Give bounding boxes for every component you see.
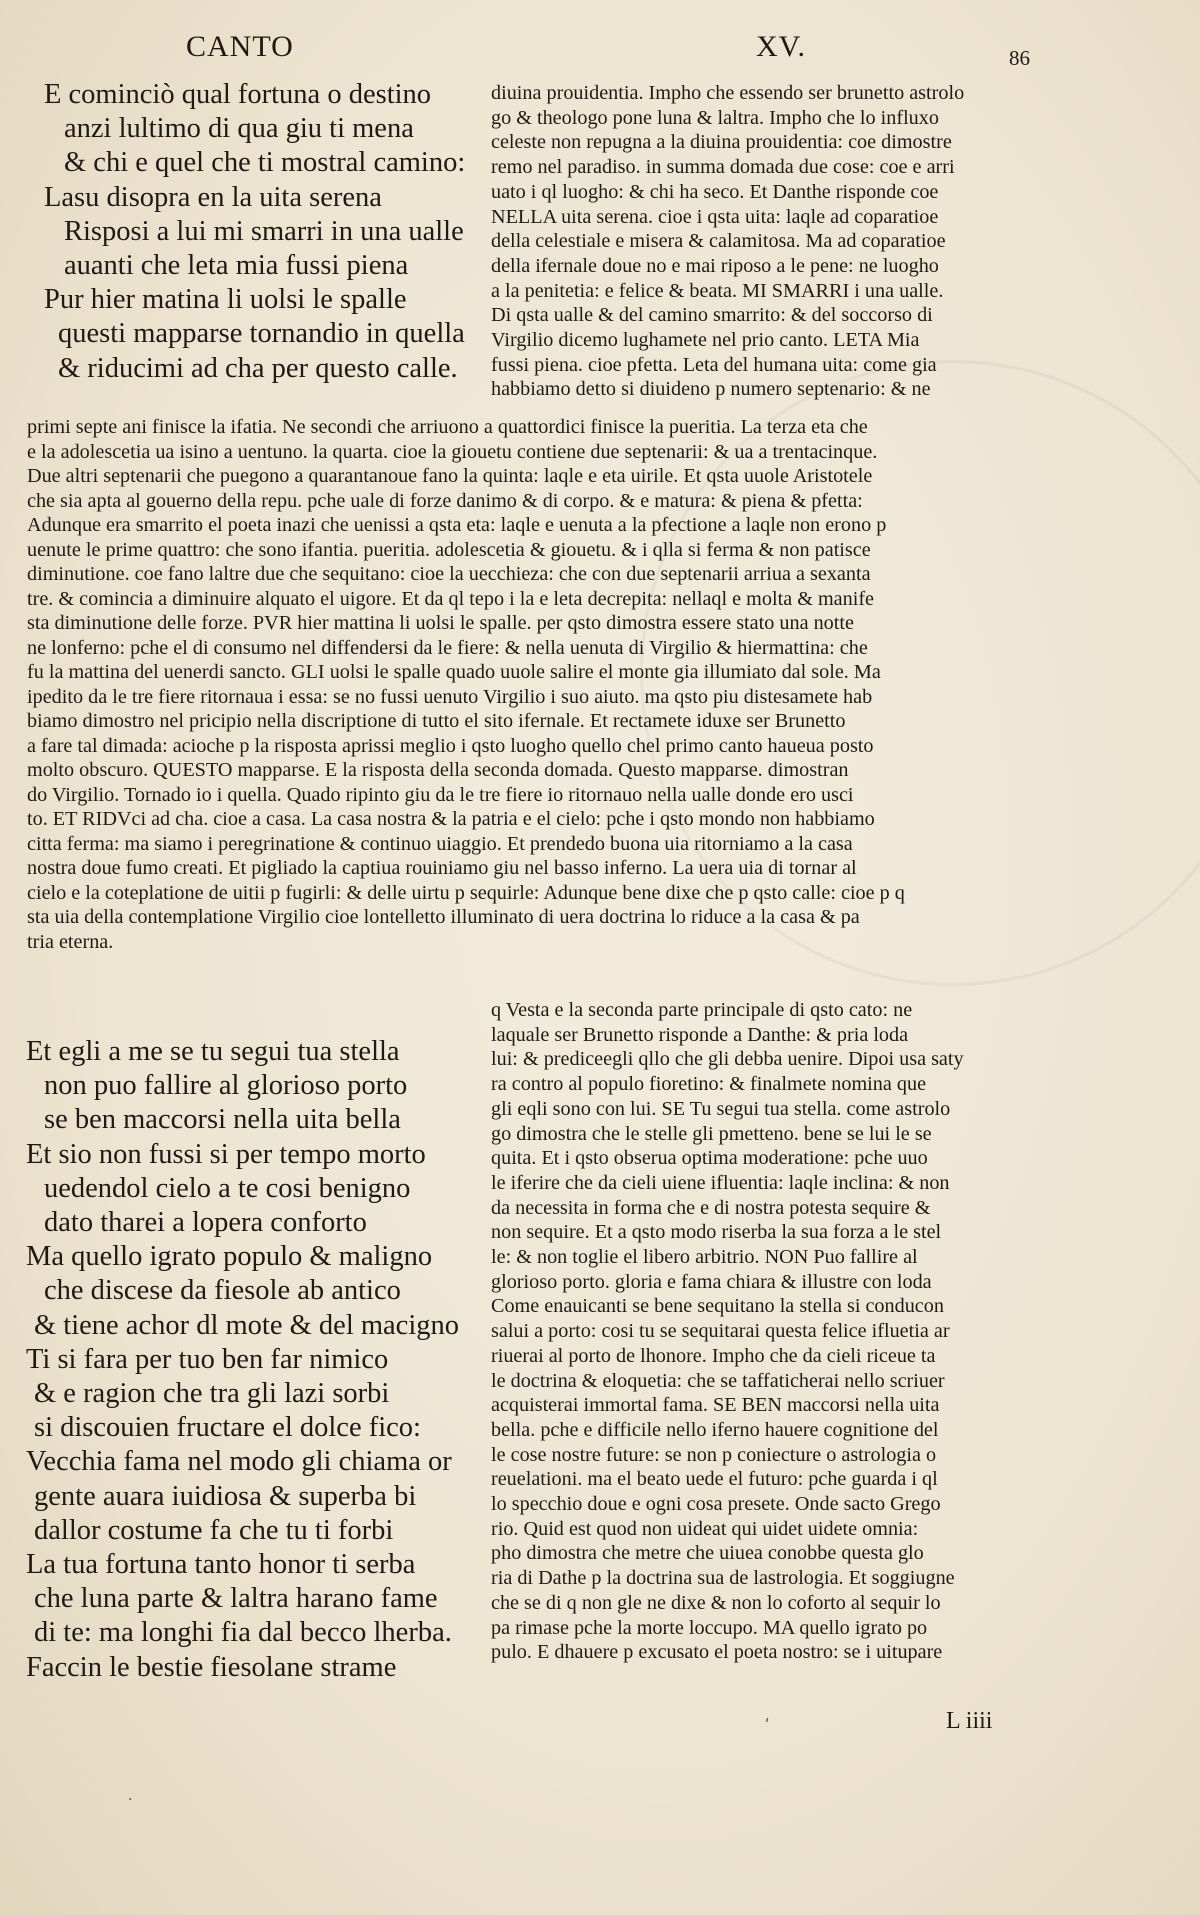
commentary-line: Due altri septenarii che puegono a quarantanoue fano la quinta: laqle e eta uirile. Et qsta uuole Aristotele	[27, 465, 873, 487]
commentary-line: Virgilio dicemo lughamete nel prio canto. LETA Mia	[491, 329, 920, 352]
commentary-line: bella. pche e difficile nello iferno hauere cognitione del	[491, 1418, 939, 1441]
verse-line: gente auara iuidiosa & superba bi	[34, 1480, 417, 1512]
verse-line: E cominciò qual fortuna o destino	[44, 79, 432, 110]
commentary-line: le iferire che da cieli uiene ifluentia: laqle inclina: & non	[491, 1171, 950, 1194]
commentary-line: do Virgilio. Tornado io i quella. Quado ripinto giu da le tre fiere io ritornauo nella ualle donde ero usci	[27, 783, 854, 806]
commentary-line: le cose nostre future: se non p coniecture o astrologia o	[491, 1443, 937, 1466]
commentary-line: diuina prouidentia. Impho che essendo ser brunetto astrolo	[491, 82, 965, 104]
commentary-line: Come enauicanti se bene sequitano la stella si conducon	[491, 1295, 944, 1318]
verse-line: Pur hier matina li uolsi le spalle	[44, 284, 407, 316]
commentary-line: che sia apta al gouerno della repu. pche uale di forze danimo & di corpo. & e matura: & piena & pfetta:	[27, 489, 863, 512]
folio-number: 86	[1009, 46, 1030, 70]
signature-mark: L iiii	[946, 1708, 993, 1734]
commentary-line: della ifernale doue no e mai riposo a le pene: ne luogho	[491, 254, 939, 277]
commentary-line: tre. & comincia a diminuire alquato el uigore. Et da ql tepo i la e leta decrepita: nellaql e molta & manife	[27, 587, 874, 610]
commentary-line: ipedito da le tre fiere ritornaua i essa: se no fussi uenuto Virgilio i suo aiuto. ma qsto piu distesamete hab	[27, 685, 873, 708]
commentary-line: rio. Quid est quod non uideat qui uidet uidete omnia:	[491, 1517, 919, 1540]
verse-block-bottom	[26, 1035, 496, 1685]
commentary-line: gli eqli sono con lui. SE Tu segui tua stella. come astrolo	[491, 1097, 951, 1120]
verse-line: Lasu disopra en la uita serena	[44, 181, 382, 213]
commentary-line: lo specchio doue e ogni cosa presete. Onde sacto Grego	[491, 1493, 941, 1516]
running-head-canto: CANTO	[186, 30, 294, 63]
commentary-line: fu la mattina del uenerdi sancto. GLI uolsi le spalle quado uuole salire el monte gia illumiato dal sole. Ma	[27, 661, 881, 683]
commentary-line: molto obscuro. QUESTO mapparse. E la risposta della seconda domada. Questo mapparse. dimostran	[27, 759, 849, 781]
commentary-line: le: & non toglie el libero arbitrio. NON Puo fallire al	[491, 1246, 918, 1269]
verse-line: & tiene achor dl mote & del macigno	[34, 1309, 459, 1341]
verse-line: uedendol cielo a te cosi benigno	[44, 1172, 411, 1204]
verse-line: si discouien fructare el dolce fico:	[34, 1412, 421, 1444]
commentary-line: della celestiale e misera & calamitosa. Ma ad coparatioe	[491, 230, 946, 253]
commentary-line: to. ET RIDVci ad cha. cioe a casa. La casa nostra & la patria e el cielo: pche i qsto mondo non habbiamo	[27, 808, 875, 830]
commentary-line: NELLA uita serena. cioe i qsta uita: laqle ad coparatioe	[491, 205, 939, 228]
commentary-line: tria eterna.	[27, 930, 114, 953]
verse-block-top	[44, 78, 494, 386]
commentary-line: Adunque era smarrito el poeta inazi che uenissi a qsta eta: laqle e uenuta a la pfectione a laqle non erono p	[27, 514, 887, 536]
commentary-line: sta uia della contemplatione Virgilio cioe lontelletto illuminato di uera doctrina lo riduce a la casa & pa	[27, 906, 860, 928]
commentary-line: ne lonferno: pche el di consumo nel diffendersi da le fiere: & nella uenuta di Virgilio & hiermattina: che	[27, 636, 868, 659]
ink-speck-mark: ʹ	[765, 1716, 770, 1735]
commentary-line: le doctrina & eloquetia: che se taffaticherai nello scriuer	[491, 1369, 945, 1392]
verse-line: Faccin le bestie fiesolane strame	[26, 1651, 397, 1683]
verse-line: di te: ma longhi fia dal becco lherba.	[34, 1617, 452, 1649]
commentary-line: che se di q non gle ne dixe & non lo coforto al sequir lo	[491, 1591, 941, 1614]
verse-line: non puo fallire al glorioso porto	[44, 1070, 408, 1102]
commentary-line: a la penitetia: e felice & beata. MI SMARRI i una ualle.	[491, 279, 944, 302]
commentary-line: remo nel paradiso. in summa domada due cose: coe e arri	[491, 156, 955, 179]
verse-line: Risposi a lui mi smarri in una ualle	[64, 215, 464, 247]
verse-line: questi mapparse tornandio in quella	[58, 318, 465, 350]
commentary-line: acquisterai immortal fama. SE BEN maccorsi nella uita	[491, 1394, 940, 1417]
commentary-line: Di qsta ualle & del camino smarrito: & del soccorso di	[491, 304, 933, 327]
verse-line: auanti che leta mia fussi piena	[64, 250, 409, 282]
commentary-line: celeste non repugna a la diuina prouidentia: coe dimostre	[491, 131, 952, 154]
verse-line: Ti si fara per tuo ben far nimico	[26, 1343, 389, 1375]
verse-line: dato tharei a lopera conforto	[44, 1207, 367, 1239]
commentary-line: lui: & prediceegli qllo che gli debba uenire. Dipoi usa saty	[491, 1048, 964, 1071]
commentary-line: uenute le prime quattro: che sono ifantia. pueritia. adolescetia & giouetu. & i qlla si ferma & non patisce	[27, 538, 871, 561]
verse-line: se ben maccorsi nella uita bella	[44, 1104, 401, 1136]
verse-line: La tua fortuna tanto honor ti serba	[26, 1549, 416, 1581]
commentary-line: riuerai al porto de lhonore. Impho che da cieli riceue ta	[491, 1344, 936, 1367]
commentary-line: glorioso porto. gloria e fama chiara & illustre con loda	[491, 1270, 932, 1293]
commentary-right-top	[491, 81, 1066, 402]
commentary-line: quita. Et i qsto obserua optima moderatione: pche uuo	[491, 1147, 928, 1170]
commentary-line: nostra doue fumo creati. Et pigliado la captiua rouiniamo giu nel basso inferno. La uera uia di tornar al	[27, 857, 857, 879]
commentary-line: go & theologo pone luna & laltra. Impho che lo influxo	[491, 106, 939, 129]
commentary-line: citta ferma: ma siamo i peregrinatione & continuo uiaggio. Et prendedo buona uia ritorniamo a la casa	[27, 832, 853, 855]
commentary-line: da necessita in forma che e di nostra potesta sequire &	[491, 1196, 931, 1219]
verse-line: Ma quello igrato populo & maligno	[26, 1241, 433, 1273]
commentary-line: biamo dimostro nel pricipio nella discriptione di tutto el sito ifernale. Et rectamete iduxe ser Brunetto	[27, 710, 846, 732]
commentary-line: pho dimostra che metre che uiuea conobbe questa glo	[491, 1542, 924, 1565]
commentary-line: non sequire. Et a qsto modo riserba la sua forza a le stel	[491, 1221, 942, 1244]
margin-dot: ·	[128, 1792, 133, 1808]
commentary-line: habbiamo detto si diuideno p numero septenario: & ne	[491, 378, 931, 401]
verse-line: che luna parte & laltra harano fame	[34, 1583, 438, 1615]
commentary-line: fussi piena. cioe pfetta. Leta del humana uita: come gia	[491, 353, 937, 376]
commentary-line: go dimostra che le stelle gli pmetteno. bene se lui le se	[491, 1122, 932, 1145]
commentary-line: a fare tal dimada: acioche p la risposta aprissi meglio i qsto luogho quello chel primo canto haueua posto	[27, 734, 874, 757]
verse-line: Et sio non fussi si per tempo morto	[26, 1138, 426, 1170]
commentary-line: primi septe ani finisce la ifatia. Ne secondi che arriuono a quattordici finisce la pueritia. La terza eta che	[27, 416, 868, 438]
commentary-line: cielo e la coteplatione de uitii p fugirli: & delle uirtu p sequirle: Adunque bene dixe che p qsto calle: cioe p q	[27, 881, 905, 904]
verse-line: Vecchia fama nel modo gli chiama or	[26, 1446, 452, 1478]
commentary-line: ra contro al populo fioretino: & finalmete nomina que	[491, 1073, 927, 1096]
commentary-line: laquale ser Brunetto risponde a Danthe: & pria loda	[491, 1023, 909, 1046]
commentary-line: diminutione. coe fano laltre due che sequitano: cioe la uecchieza: che con due septenarii arriua a sexanta	[27, 563, 871, 585]
verse-line: dallor costume fa che tu ti forbi	[34, 1514, 394, 1546]
verse-line: & chi e quel che ti mostral camino:	[64, 147, 466, 179]
commentary-full-width	[27, 415, 1077, 954]
commentary-line: e la adolescetia ua isino a uentuno. la quarta. cioe la giouetu contiene due septenarii: & ua a trentacinque.	[27, 440, 878, 463]
running-head-number: XV.	[756, 30, 806, 63]
commentary-right-bottom	[491, 998, 1066, 1665]
commentary-line: pulo. E dhauere p excusato el poeta nostro: se i uitupare	[491, 1641, 943, 1664]
commentary-line: salui a porto: cosi tu se sequitarai questa felice ifluetia ar	[491, 1320, 950, 1343]
commentary-line: pa rimase pche la morte loccupo. MA quello igrato po	[491, 1616, 928, 1639]
verse-line: Et egli a me se tu segui tua stella	[26, 1036, 400, 1067]
verse-line: anzi lultimo di qua giu ti mena	[64, 113, 414, 145]
commentary-line: uato i ql luogho: & chi ha seco. Et Danthe risponde coe	[491, 180, 939, 203]
commentary-line: ria di Dathe p la doctrina sua de lastrologia. Et soggiugne	[491, 1567, 955, 1590]
verse-line: & riducimi ad cha per questo calle.	[58, 352, 458, 384]
verse-line: che discese da fiesole ab antico	[44, 1275, 401, 1307]
commentary-line: reuelationi. ma el beato uede el futuro: pche guarda i ql	[491, 1468, 938, 1491]
commentary-line: sta diminutione delle forze. PVR hier mattina li uolsi le spalle. per qsto dimostra essere stato una notte	[27, 612, 854, 634]
verse-line: & e ragion che tra gli lazi sorbi	[34, 1378, 390, 1410]
commentary-line: q Vesta e la seconda parte principale di qsto cato: ne	[491, 999, 913, 1021]
